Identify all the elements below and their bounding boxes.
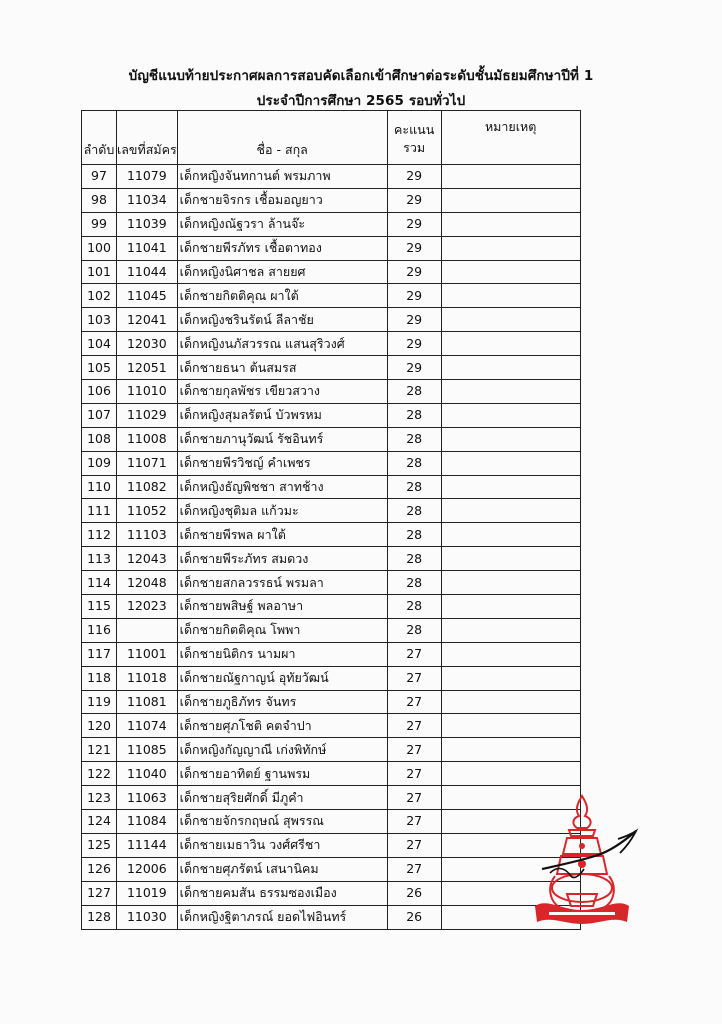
- row-note: [441, 188, 580, 212]
- row-number: 122: [82, 762, 117, 786]
- row-application-number: 11079: [117, 165, 178, 189]
- row-application-number: 11019: [117, 881, 178, 905]
- row-note: [441, 260, 580, 284]
- table-row: [82, 451, 581, 475]
- row-number: 116: [82, 618, 117, 642]
- row-note: [441, 642, 580, 666]
- row-student-name: เด็กหญิงจันทกานต์ พรมภาพ: [177, 165, 387, 189]
- row-student-name: เด็กหญิงนภัสวรรณ แสนสุริวงศ์: [177, 332, 387, 356]
- row-total-score: 27: [387, 738, 441, 762]
- row-student-name: เด็กชายณัฐกาญน์ อุทัยวัฒน์: [177, 666, 387, 690]
- row-student-name: เด็กชายพีรพล ผาใต้: [177, 523, 387, 547]
- row-application-number: 11044: [117, 260, 178, 284]
- row-student-name: เด็กชายคมสัน ธรรมซองเมือง: [177, 881, 387, 905]
- row-note: [441, 284, 580, 308]
- table-row: [82, 236, 581, 260]
- row-total-score: 27: [387, 714, 441, 738]
- row-number: 124: [82, 810, 117, 834]
- table-row: [82, 714, 581, 738]
- row-application-number: 12030: [117, 332, 178, 356]
- table-row: [82, 356, 581, 380]
- row-application-number: 11103: [117, 523, 178, 547]
- table-row: [82, 332, 581, 356]
- row-total-score: 29: [387, 236, 441, 260]
- row-note: [441, 451, 580, 475]
- row-total-score: 29: [387, 260, 441, 284]
- row-application-number: 11034: [117, 188, 178, 212]
- row-student-name: เด็กหญิงฐิตาภรณ์ ยอดไฟอินทร์: [177, 905, 387, 929]
- row-note: [441, 403, 580, 427]
- row-total-score: 26: [387, 905, 441, 929]
- table-row: [82, 738, 581, 762]
- row-number: 121: [82, 738, 117, 762]
- row-note: [441, 236, 580, 260]
- row-note: [441, 523, 580, 547]
- row-total-score: 26: [387, 881, 441, 905]
- row-student-name: เด็กหญิงกัญญาณี เก่งพิทักษ์: [177, 738, 387, 762]
- table-header-row: [82, 111, 581, 165]
- row-number: 106: [82, 380, 117, 404]
- row-total-score: 28: [387, 380, 441, 404]
- row-number: 109: [82, 451, 117, 475]
- signature-mark: [540, 825, 640, 885]
- table-row: [82, 427, 581, 451]
- col-header-score-line1: คะแนน: [394, 121, 435, 137]
- col-header-score: [387, 111, 441, 165]
- col-header-name: ชื่อ - สกุล: [177, 111, 387, 165]
- row-total-score: 27: [387, 666, 441, 690]
- table-row: [82, 380, 581, 404]
- row-student-name: เด็กชายจักรกฤษณ์ สุพรรณ: [177, 810, 387, 834]
- row-total-score: 27: [387, 690, 441, 714]
- col-header-score-line2: รวม: [403, 139, 426, 155]
- row-total-score: 27: [387, 857, 441, 881]
- row-application-number: 11039: [117, 212, 178, 236]
- row-application-number: 11085: [117, 738, 178, 762]
- table-row: [82, 881, 581, 905]
- row-number: 104: [82, 332, 117, 356]
- row-student-name: เด็กชายศุภโชติ คตจำปา: [177, 714, 387, 738]
- row-total-score: 29: [387, 284, 441, 308]
- row-number: 125: [82, 833, 117, 857]
- row-number: 117: [82, 642, 117, 666]
- row-total-score: 28: [387, 475, 441, 499]
- row-number: 128: [82, 905, 117, 929]
- row-application-number: 12041: [117, 308, 178, 332]
- row-application-number: 11144: [117, 833, 178, 857]
- table-row: [82, 523, 581, 547]
- row-number: 97: [82, 165, 117, 189]
- row-application-number: 11041: [117, 236, 178, 260]
- document-title-line1: บัญชีแนบท้ายประกาศผลการสอบคัดเลือกเข้าศึกษาต่อระดับชั้นมัธยมศึกษาปีที่ 1: [128, 68, 594, 84]
- row-number: 108: [82, 427, 117, 451]
- table-row: [82, 571, 581, 595]
- row-note: [441, 165, 580, 189]
- row-total-score: 29: [387, 188, 441, 212]
- table-row: [82, 188, 581, 212]
- row-application-number: 12051: [117, 356, 178, 380]
- table-row: [82, 762, 581, 786]
- table-row: [82, 857, 581, 881]
- row-student-name: เด็กชายพีระภัทร สมดวง: [177, 547, 387, 571]
- row-note: [441, 762, 580, 786]
- row-application-number: 11082: [117, 475, 178, 499]
- row-student-name: เด็กชายเมธาวิน วงศ์ศรีชา: [177, 833, 387, 857]
- row-student-name: เด็กชายภูธิภัทร จันทร: [177, 690, 387, 714]
- row-number: 103: [82, 308, 117, 332]
- row-note: [441, 212, 580, 236]
- row-application-number: 11063: [117, 786, 178, 810]
- row-note: [441, 308, 580, 332]
- row-number: 110: [82, 475, 117, 499]
- row-number: 115: [82, 595, 117, 619]
- table-row: [82, 833, 581, 857]
- row-total-score: 28: [387, 595, 441, 619]
- row-note: [441, 547, 580, 571]
- row-number: 114: [82, 571, 117, 595]
- row-application-number: 12006: [117, 857, 178, 881]
- row-application-number: 12048: [117, 571, 178, 595]
- row-note: [441, 380, 580, 404]
- row-student-name: เด็กหญิงนิศาชล สายยศ: [177, 260, 387, 284]
- table-row: [82, 475, 581, 499]
- row-student-name: เด็กชายพสิษฐ์ พลอาษา: [177, 595, 387, 619]
- table-row: [82, 666, 581, 690]
- row-student-name: เด็กชายพีรวิชญ์ คำเพชร: [177, 451, 387, 475]
- row-application-number: 11081: [117, 690, 178, 714]
- row-note: [441, 475, 580, 499]
- row-total-score: 28: [387, 523, 441, 547]
- table-row: [82, 642, 581, 666]
- table-row: [82, 905, 581, 929]
- table-row: [82, 595, 581, 619]
- row-application-number: 11052: [117, 499, 178, 523]
- row-application-number: 11010: [117, 380, 178, 404]
- row-application-number: 11071: [117, 451, 178, 475]
- col-header-note: หมายเหตุ: [441, 111, 580, 165]
- row-note: [441, 666, 580, 690]
- row-total-score: 27: [387, 786, 441, 810]
- table-row: [82, 165, 581, 189]
- row-total-score: 29: [387, 308, 441, 332]
- row-number: 119: [82, 690, 117, 714]
- row-student-name: เด็กหญิงธัญพิชชา สาทช้าง: [177, 475, 387, 499]
- row-number: 105: [82, 356, 117, 380]
- row-note: [441, 714, 580, 738]
- row-total-score: 28: [387, 427, 441, 451]
- table-row: [82, 499, 581, 523]
- row-total-score: 28: [387, 547, 441, 571]
- row-note: [441, 595, 580, 619]
- row-application-number: 11045: [117, 284, 178, 308]
- row-number: 99: [82, 212, 117, 236]
- col-header-app-no: เลขที่สมัคร: [117, 111, 178, 165]
- row-note: [441, 690, 580, 714]
- row-total-score: 29: [387, 356, 441, 380]
- row-total-score: 29: [387, 165, 441, 189]
- row-total-score: 28: [387, 499, 441, 523]
- row-student-name: เด็กชายพีรภัทร เชื้อตาทอง: [177, 236, 387, 260]
- row-number: 102: [82, 284, 117, 308]
- row-number: 100: [82, 236, 117, 260]
- row-note: [441, 738, 580, 762]
- row-total-score: 27: [387, 762, 441, 786]
- row-student-name: เด็กชายศุภรัตน์ เสนานิคม: [177, 857, 387, 881]
- row-student-name: เด็กชายสุริยศักดิ์ มีภูคำ: [177, 786, 387, 810]
- row-student-name: เด็กหญิงณัฐวรา ล้านจ๊ะ: [177, 212, 387, 236]
- row-number: 98: [82, 188, 117, 212]
- table-row: [82, 403, 581, 427]
- document-title-line2: ประจำปีการศึกษา 2565 รอบทั่วไป: [256, 93, 466, 109]
- row-application-number: 12043: [117, 547, 178, 571]
- row-total-score: 27: [387, 810, 441, 834]
- col-header-no: ลำดับ: [82, 111, 117, 165]
- row-student-name: เด็กชายสกลวรรธน์ พรมลา: [177, 571, 387, 595]
- row-student-name: เด็กชายภานุวัฒน์ รัชอินทร์: [177, 427, 387, 451]
- row-total-score: 28: [387, 618, 441, 642]
- table-row: [82, 308, 581, 332]
- table-row: [82, 618, 581, 642]
- table-row: [82, 786, 581, 810]
- row-total-score: 28: [387, 571, 441, 595]
- row-note: [441, 427, 580, 451]
- row-note: [441, 618, 580, 642]
- row-number: 113: [82, 547, 117, 571]
- row-note: [441, 571, 580, 595]
- results-table: [81, 110, 581, 930]
- row-student-name: เด็กหญิงสุมลรัตน์ บัวพรหม: [177, 403, 387, 427]
- table-row: [82, 690, 581, 714]
- row-application-number: 11008: [117, 427, 178, 451]
- row-student-name: เด็กหญิงชรินรัตน์ ลีลาชัย: [177, 308, 387, 332]
- row-application-number: 11040: [117, 762, 178, 786]
- row-number: 118: [82, 666, 117, 690]
- row-number: 126: [82, 857, 117, 881]
- row-student-name: เด็กชายอาทิตย์ ฐานพรม: [177, 762, 387, 786]
- row-number: 127: [82, 881, 117, 905]
- row-application-number: [117, 618, 178, 642]
- row-student-name: เด็กชายนิติกร นามผา: [177, 642, 387, 666]
- row-total-score: 27: [387, 642, 441, 666]
- row-total-score: 28: [387, 451, 441, 475]
- row-student-name: เด็กหญิงชุติมล แก้วมะ: [177, 499, 387, 523]
- row-application-number: 11018: [117, 666, 178, 690]
- row-number: 123: [82, 786, 117, 810]
- row-application-number: 11074: [117, 714, 178, 738]
- row-total-score: 29: [387, 212, 441, 236]
- row-note: [441, 499, 580, 523]
- row-total-score: 29: [387, 332, 441, 356]
- table-row: [82, 212, 581, 236]
- row-application-number: 11084: [117, 810, 178, 834]
- table-row: [82, 284, 581, 308]
- row-total-score: 27: [387, 833, 441, 857]
- row-number: 120: [82, 714, 117, 738]
- row-application-number: 11030: [117, 905, 178, 929]
- row-student-name: เด็กชายธนา ต้นสมรส: [177, 356, 387, 380]
- row-note: [441, 356, 580, 380]
- row-note: [441, 332, 580, 356]
- row-application-number: 11001: [117, 642, 178, 666]
- row-student-name: เด็กชายกุลพัชร เขียวสวาง: [177, 380, 387, 404]
- row-application-number: 11029: [117, 403, 178, 427]
- table-row: [82, 547, 581, 571]
- row-number: 111: [82, 499, 117, 523]
- row-student-name: เด็กชายจิรกร เชื้อมอญยาว: [177, 188, 387, 212]
- table-row: [82, 260, 581, 284]
- row-application-number: 12023: [117, 595, 178, 619]
- row-student-name: เด็กชายกิตติคุณ ผาใต้: [177, 284, 387, 308]
- row-number: 101: [82, 260, 117, 284]
- row-number: 107: [82, 403, 117, 427]
- table-row: [82, 810, 581, 834]
- row-student-name: เด็กชายกิตติคุณ โพพา: [177, 618, 387, 642]
- row-number: 112: [82, 523, 117, 547]
- row-total-score: 28: [387, 403, 441, 427]
